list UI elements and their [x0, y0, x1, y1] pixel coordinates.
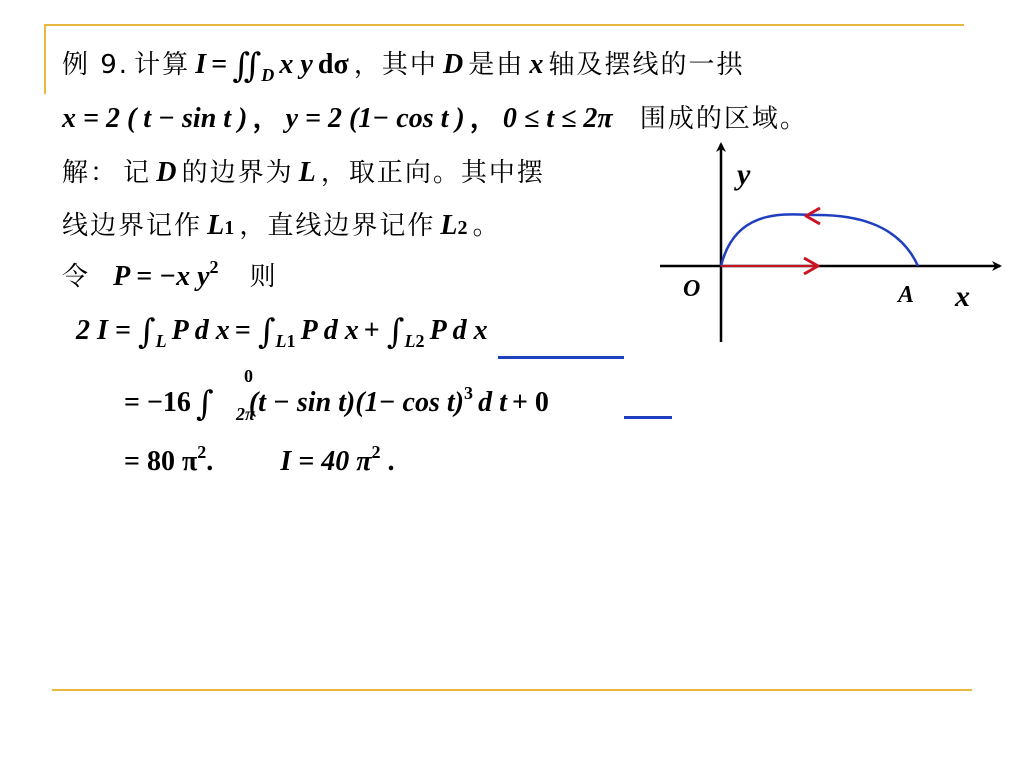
- let-text: 令: [62, 262, 91, 292]
- solution-line-2: [62, 205, 501, 242]
- underline-L2-term: [498, 356, 624, 359]
- eq3-result-dot: .: [206, 446, 214, 477]
- eq2-lhs: = −16: [124, 387, 191, 418]
- equation-2: [124, 380, 549, 424]
- upper-limit: 0: [244, 366, 253, 386]
- domain-D-2: D: [156, 157, 177, 188]
- underline-plus-zero: [624, 416, 672, 419]
- cycloid-boundary-text: 线边界记作: [62, 211, 203, 241]
- boundary-text: 的边界为: [181, 158, 294, 188]
- region-text: 围成的区域。: [639, 104, 808, 134]
- domain-subscript: D: [261, 65, 275, 85]
- origin-label: O: [683, 276, 701, 302]
- P-definition: P = −x y: [113, 261, 210, 292]
- separator-1: ，: [252, 103, 281, 134]
- boundary-L: L: [298, 157, 316, 188]
- eq2-plus-zero: + 0: [511, 387, 549, 418]
- eq3-final-exp: 2: [371, 442, 381, 462]
- integral-L: ∫: [137, 312, 156, 352]
- example-label: 例 9.: [62, 50, 130, 80]
- solution-line-1: [62, 152, 545, 189]
- param-range: 0 ≤ t ≤ 2π: [502, 103, 613, 134]
- eq1-lhs: 2 I =: [76, 315, 138, 346]
- sub-L: L: [155, 331, 167, 351]
- solution-colon: ：: [90, 158, 119, 188]
- cycloid-arch: [721, 214, 918, 266]
- double-integral-sign: ∬: [232, 46, 262, 86]
- sub-L2: L: [404, 331, 416, 351]
- then-text: 则: [249, 262, 278, 292]
- Pdx-1: P d x: [171, 315, 230, 346]
- x-axis-label: x: [955, 280, 970, 313]
- equals-sign: =: [211, 49, 228, 80]
- x-axis-var: x: [529, 49, 544, 80]
- orientation-text: ，取正向。其中摆: [320, 158, 545, 188]
- bottom-rule: [52, 689, 972, 691]
- top-rule: [44, 24, 964, 26]
- L1-index: 1: [224, 217, 235, 239]
- line-boundary-text: ，直线边界记作: [239, 211, 436, 241]
- eq3-result: = 80 π: [124, 446, 198, 477]
- Pdx-2: P d x: [300, 315, 359, 346]
- point-A-label: A: [898, 282, 915, 308]
- L1-symbol: L: [207, 210, 225, 241]
- eq2-dt: d t: [478, 387, 507, 418]
- sub-L2-index: 2: [415, 331, 425, 351]
- lower-limit: 2π: [236, 404, 255, 424]
- sub-L1: L: [275, 331, 287, 351]
- problem-line-2: [62, 96, 808, 136]
- P-exponent: 2: [209, 257, 219, 277]
- eq2-integrand: (t − sin t)(1− cos t): [248, 387, 464, 418]
- arrow-on-arch: [806, 208, 820, 224]
- d-sigma: dσ: [317, 49, 349, 80]
- equation-1: [76, 308, 488, 352]
- where-text: ，其中: [353, 50, 438, 80]
- bounded-by-text: 是由: [468, 50, 525, 80]
- L2-symbol: L: [440, 210, 458, 241]
- integrand: x y: [279, 49, 313, 80]
- left-rule: [44, 24, 46, 94]
- integral-L1: ∫: [257, 312, 276, 352]
- axis-and-text: 轴及摆线的一拱: [548, 50, 745, 80]
- eq3-final: I = 40 π: [280, 446, 372, 477]
- separator-2: ，: [469, 103, 498, 134]
- sub-L1-index: 1: [286, 331, 296, 351]
- period-text: 。: [472, 211, 501, 241]
- problem-line-1: [62, 42, 745, 86]
- param-x: x = 2 ( t − sin t ): [62, 103, 248, 134]
- integral-I: I: [195, 49, 207, 80]
- solution-label: 解: [62, 158, 91, 188]
- L2-index: 2: [457, 217, 468, 239]
- integral-L2: ∫: [386, 312, 405, 352]
- equation-3: [124, 442, 395, 478]
- eq1-equals: =: [234, 315, 258, 346]
- Pdx-3: P d x: [429, 315, 488, 346]
- eq2-exponent: 3: [463, 383, 473, 403]
- eq3-final-dot: .: [380, 446, 395, 477]
- arrow-on-axis: [804, 258, 818, 274]
- eq3-result-exp: 2: [197, 442, 207, 462]
- record-text: 记: [123, 158, 152, 188]
- y-axis-label: y: [737, 158, 751, 191]
- integral-t: ∫: [196, 384, 214, 424]
- eq1-plus: +: [363, 315, 387, 346]
- solution-line-3: [62, 256, 278, 293]
- param-y: y = 2 (1− cos t ): [285, 103, 465, 134]
- domain-D: D: [442, 49, 464, 80]
- compute-text: 计算: [134, 50, 191, 80]
